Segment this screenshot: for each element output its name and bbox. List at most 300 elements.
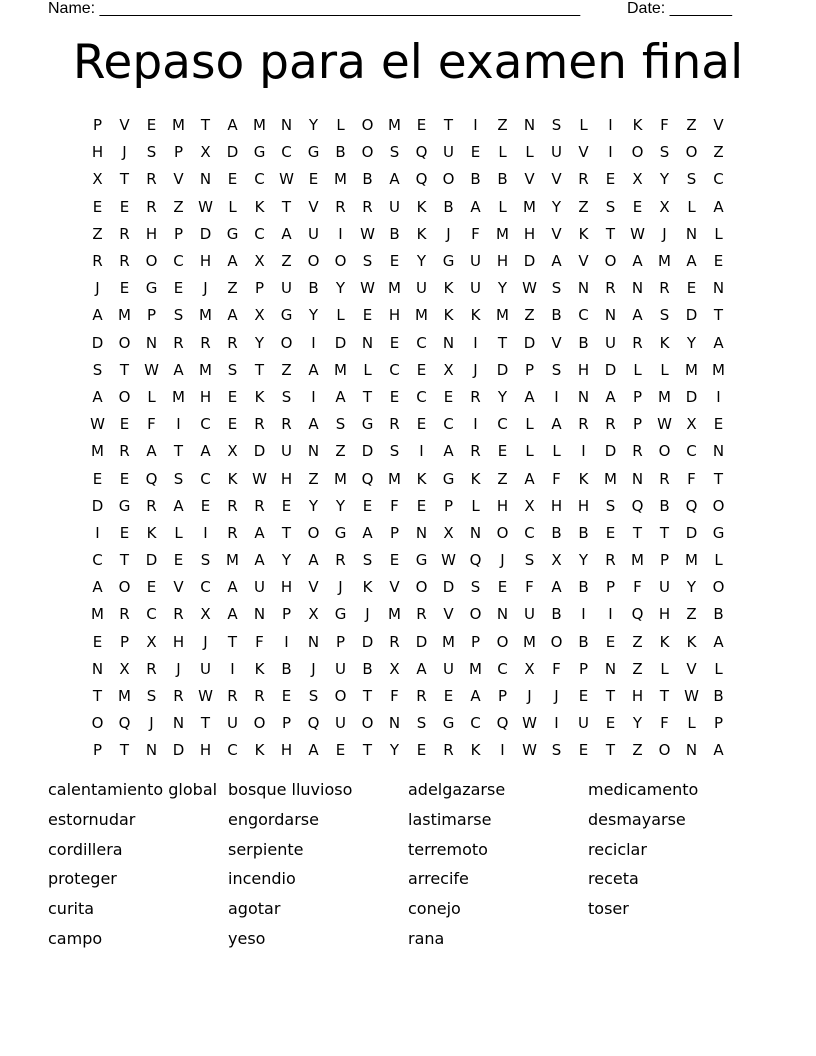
grid-cell: K	[659, 632, 670, 651]
grid-cell: N	[469, 523, 482, 542]
grid-cell: E	[686, 279, 697, 298]
grid-cell: D	[145, 551, 158, 570]
grid-cell: E	[389, 333, 400, 352]
grid-cell: L	[336, 306, 345, 325]
grid-cell: E	[362, 496, 373, 515]
word-item: reciclar	[588, 839, 647, 859]
grid-cell: C	[416, 387, 427, 406]
grid-cell: L	[714, 551, 723, 570]
grid-cell: B	[551, 605, 562, 624]
grid-row	[84, 493, 732, 520]
grid-cell: C	[200, 578, 211, 597]
grid-cell: H	[280, 741, 293, 760]
grid-cell: D	[361, 442, 374, 461]
grid-cell: E	[443, 687, 454, 706]
name-field[interactable]: Name: ______________________________________________________	[48, 0, 581, 17]
grid-cell: O	[253, 714, 266, 733]
grid-cell: J	[554, 687, 559, 706]
grid-cell: E	[497, 442, 508, 461]
grid-cell: R	[227, 523, 238, 542]
header-line	[48, 0, 748, 20]
grid-cell: X	[254, 252, 265, 271]
grid-cell: B	[551, 523, 562, 542]
grid-cell: N	[145, 741, 158, 760]
grid-cell: Q	[631, 605, 644, 624]
grid-cell: C	[389, 360, 400, 379]
grid-row	[84, 221, 732, 248]
grid-cell: D	[523, 252, 536, 271]
grid-cell: B	[497, 170, 508, 189]
grid-cell: D	[226, 143, 239, 162]
grid-cell: M	[118, 306, 131, 325]
grid-cell: V	[173, 170, 184, 189]
grid-cell: M	[172, 116, 185, 135]
grid-cell: M	[91, 442, 104, 461]
word-item: terremoto	[408, 839, 488, 859]
grid-cell: S	[92, 360, 103, 379]
grid-cell: H	[496, 252, 509, 271]
grid-cell: N	[685, 741, 698, 760]
grid-cell: R	[362, 197, 373, 216]
grid-cell: R	[119, 442, 130, 461]
grid-cell: T	[281, 197, 292, 216]
grid-cell: S	[146, 143, 157, 162]
grid-cell: W	[360, 224, 375, 243]
grid-cell: K	[254, 387, 265, 406]
grid-cell: X	[200, 605, 211, 624]
grid-cell: T	[362, 687, 373, 706]
grid-cell: R	[335, 551, 346, 570]
word-item: conejo	[408, 899, 461, 919]
grid-cell: I	[473, 415, 478, 434]
grid-cell: V	[686, 659, 697, 678]
grid-cell: H	[199, 387, 212, 406]
grid-cell: S	[659, 306, 670, 325]
grid-cell: E	[173, 279, 184, 298]
grid-cell: S	[173, 306, 184, 325]
grid-cell: D	[361, 632, 374, 651]
grid-cell: Y	[281, 551, 292, 570]
grid-cell: S	[335, 415, 346, 434]
grid-cell: H	[91, 143, 104, 162]
grid-cell: I	[581, 442, 586, 461]
grid-cell: Q	[361, 469, 374, 488]
grid-cell: G	[145, 279, 158, 298]
grid-cell: E	[119, 197, 130, 216]
grid-cell: Y	[686, 578, 697, 597]
grid-cell: A	[92, 578, 103, 597]
grid-cell: E	[416, 415, 427, 434]
grid-cell: P	[443, 496, 454, 515]
grid-cell: B	[578, 333, 589, 352]
grid-cell: C	[416, 333, 427, 352]
grid-cell: A	[173, 496, 184, 515]
grid-cell: E	[443, 387, 454, 406]
grid-cell: A	[92, 306, 103, 325]
grid-cell: T	[173, 442, 184, 461]
grid-cell: F	[660, 116, 669, 135]
grid-cell: A	[227, 578, 238, 597]
grid-cell: N	[604, 306, 617, 325]
grid-cell: E	[119, 415, 130, 434]
grid-cell: S	[281, 387, 292, 406]
word-search-grid	[84, 112, 732, 765]
grid-row	[84, 547, 732, 574]
word-item: bosque lluvioso	[228, 780, 353, 799]
grid-row	[84, 384, 732, 411]
grid-cell: Z	[227, 279, 238, 298]
grid-cell: A	[416, 659, 427, 678]
grid-cell: E	[119, 279, 130, 298]
grid-cell: O	[361, 143, 374, 162]
grid-cell: M	[523, 632, 536, 651]
grid-cell: R	[227, 333, 238, 352]
word-item: medicamento	[588, 780, 699, 799]
grid-cell: E	[92, 197, 103, 216]
grid-cell: W	[198, 197, 213, 216]
grid-row	[84, 710, 732, 737]
grid-cell: R	[605, 415, 616, 434]
grid-cell: S	[146, 687, 157, 706]
grid-cell: C	[254, 224, 265, 243]
grid-cell: M	[226, 551, 239, 570]
grid-cell: O	[469, 605, 482, 624]
grid-cell: A	[443, 442, 454, 461]
grid-cell: R	[254, 496, 265, 515]
grid-cell: J	[122, 143, 127, 162]
grid-cell: M	[388, 605, 401, 624]
grid-cell: K	[146, 523, 157, 542]
grid-cell: K	[254, 659, 265, 678]
grid-cell: S	[173, 469, 184, 488]
grid-cell: K	[254, 741, 265, 760]
grid-cell: Z	[308, 469, 319, 488]
grid-cell: A	[713, 632, 724, 651]
grid-cell: A	[308, 741, 319, 760]
grid-cell: A	[173, 360, 184, 379]
grid-cell: Y	[308, 496, 319, 515]
grid-cell: R	[632, 442, 643, 461]
grid-cell: F	[390, 687, 399, 706]
grid-cell: D	[685, 523, 698, 542]
grid-cell: H	[280, 469, 293, 488]
grid-cell: Q	[469, 551, 482, 570]
grid-cell: M	[253, 116, 266, 135]
grid-cell: T	[659, 523, 670, 542]
grid-cell: R	[227, 496, 238, 515]
grid-cell: L	[579, 116, 588, 135]
grid-cell: H	[145, 224, 158, 243]
grid-cell: Q	[415, 170, 428, 189]
grid-row	[84, 737, 732, 764]
grid-cell: X	[659, 197, 670, 216]
grid-cell: T	[119, 170, 130, 189]
grid-cell: V	[551, 224, 562, 243]
grid-cell: B	[362, 659, 373, 678]
grid-cell: R	[605, 279, 616, 298]
grid-cell: U	[443, 143, 454, 162]
grid-cell: U	[200, 659, 211, 678]
grid-cell: V	[119, 116, 130, 135]
grid-cell: D	[496, 360, 509, 379]
grid-cell: Z	[281, 360, 292, 379]
grid-cell: E	[605, 632, 616, 651]
grid-cell: O	[604, 252, 617, 271]
grid-cell: E	[416, 496, 427, 515]
grid-cell: R	[578, 415, 589, 434]
grid-cell: T	[659, 687, 670, 706]
grid-cell: X	[227, 442, 238, 461]
grid-cell: C	[443, 415, 454, 434]
grid-cell: B	[470, 170, 481, 189]
grid-cell: H	[658, 605, 671, 624]
grid-cell: P	[578, 659, 589, 678]
grid-cell: T	[605, 741, 616, 760]
grid-cell: C	[524, 523, 535, 542]
grid-cell: S	[362, 252, 373, 271]
grid-cell: I	[473, 116, 478, 135]
word-item: estornudar	[48, 809, 136, 829]
grid-cell: O	[712, 578, 725, 597]
grid-cell: L	[687, 197, 696, 216]
grid-cell: J	[527, 687, 532, 706]
grid-cell: O	[334, 252, 347, 271]
grid-cell: T	[254, 360, 265, 379]
grid-cell: H	[577, 496, 590, 515]
grid-cell: D	[523, 333, 536, 352]
grid-cell: Z	[173, 197, 184, 216]
grid-cell: Z	[686, 116, 697, 135]
grid-cell: I	[311, 387, 316, 406]
grid-cell: O	[685, 143, 698, 162]
grid-cell: K	[632, 116, 643, 135]
grid-cell: W	[198, 687, 213, 706]
grid-cell: G	[442, 469, 455, 488]
grid-cell: H	[550, 496, 563, 515]
grid-cell: H	[631, 687, 644, 706]
grid-cell: G	[118, 496, 131, 515]
grid-cell: A	[389, 170, 400, 189]
grid-cell: F	[390, 496, 399, 515]
grid-cell: L	[552, 442, 561, 461]
word-item: campo	[48, 928, 103, 948]
grid-cell: A	[632, 252, 643, 271]
grid-cell: P	[92, 116, 103, 135]
grid-cell: O	[145, 252, 158, 271]
grid-cell: L	[525, 143, 534, 162]
grid-cell: N	[631, 469, 644, 488]
word-item: receta	[588, 869, 639, 889]
grid-cell: V	[578, 143, 589, 162]
grid-cell: E	[389, 252, 400, 271]
grid-cell: H	[388, 306, 401, 325]
grid-cell: G	[361, 415, 374, 434]
grid-cell: K	[254, 197, 265, 216]
grid-cell: K	[416, 224, 427, 243]
grid-cell: P	[497, 687, 508, 706]
grid-row	[84, 629, 732, 656]
word-item: incendio	[228, 869, 296, 889]
grid-cell: T	[200, 116, 211, 135]
word-item: cordillera	[48, 839, 123, 859]
grid-cell: P	[281, 605, 292, 624]
word-item: arrecife	[408, 869, 469, 889]
grid-cell: U	[281, 279, 292, 298]
grid-cell: M	[496, 224, 509, 243]
grid-cell: R	[659, 469, 670, 488]
grid-cell: X	[119, 659, 130, 678]
grid-cell: T	[443, 116, 454, 135]
word-item: curita	[48, 899, 95, 919]
grid-cell: R	[200, 333, 211, 352]
grid-row	[84, 112, 732, 139]
grid-row	[84, 438, 732, 465]
grid-cell: I	[608, 116, 613, 135]
grid-row	[84, 194, 732, 221]
grid-cell: W	[522, 279, 537, 298]
grid-cell: Y	[632, 714, 643, 733]
grid-cell: C	[92, 551, 103, 570]
grid-cell: E	[470, 143, 481, 162]
grid-cell: S	[362, 551, 373, 570]
grid-cell: A	[605, 387, 616, 406]
grid-cell: N	[496, 605, 509, 624]
grid-cell: R	[146, 496, 157, 515]
grid-cell: R	[119, 252, 130, 271]
grid-cell: C	[686, 442, 697, 461]
grid-cell: E	[605, 714, 616, 733]
grid-cell: J	[149, 714, 154, 733]
grid-cell: O	[496, 523, 509, 542]
grid-cell: A	[335, 387, 346, 406]
grid-cell: N	[199, 170, 212, 189]
grid-cell: O	[550, 632, 563, 651]
grid-cell: I	[203, 523, 208, 542]
grid-cell: Y	[686, 333, 697, 352]
grid-cell: N	[280, 116, 293, 135]
grid-cell: C	[173, 252, 184, 271]
grid-cell: M	[685, 551, 698, 570]
grid-cell: Z	[524, 306, 535, 325]
grid-cell: J	[203, 632, 208, 651]
grid-cell: K	[578, 469, 589, 488]
grid-cell: E	[497, 578, 508, 597]
grid-cell: K	[416, 469, 427, 488]
grid-cell: U	[659, 578, 670, 597]
grid-cell: X	[524, 496, 535, 515]
grid-cell: E	[281, 496, 292, 515]
grid-cell: R	[605, 551, 616, 570]
grid-cell: M	[658, 252, 671, 271]
grid-row	[84, 656, 732, 683]
grid-cell: E	[335, 741, 346, 760]
grid-cell: V	[308, 197, 319, 216]
word-item: proteger	[48, 869, 117, 889]
grid-cell: K	[227, 469, 238, 488]
grid-cell: E	[227, 170, 238, 189]
grid-cell: A	[254, 523, 265, 542]
grid-cell: D	[253, 442, 266, 461]
grid-cell: N	[712, 279, 725, 298]
grid-cell: J	[662, 224, 667, 243]
grid-cell: O	[712, 496, 725, 515]
grid-cell: B	[281, 659, 292, 678]
grid-row	[84, 683, 732, 710]
grid-cell: J	[311, 659, 316, 678]
grid-cell: T	[497, 333, 508, 352]
grid-cell: M	[658, 387, 671, 406]
grid-cell: G	[280, 306, 293, 325]
grid-cell: S	[551, 360, 562, 379]
grid-cell: E	[119, 523, 130, 542]
grid-cell: I	[284, 632, 289, 651]
grid-cell: E	[146, 116, 157, 135]
grid-cell: E	[416, 741, 427, 760]
grid-cell: L	[147, 387, 156, 406]
grid-cell: C	[146, 605, 157, 624]
grid-cell: N	[91, 659, 104, 678]
grid-cell: G	[253, 143, 266, 162]
grid-cell: H	[199, 741, 212, 760]
date-field[interactable]: Date: _______	[627, 0, 732, 17]
grid-cell: S	[470, 578, 481, 597]
grid-cell: V	[389, 578, 400, 597]
grid-cell: R	[416, 605, 427, 624]
grid-cell: U	[254, 578, 265, 597]
grid-cell: E	[389, 387, 400, 406]
grid-cell: V	[308, 578, 319, 597]
grid-cell: L	[471, 496, 480, 515]
grid-cell: P	[173, 143, 184, 162]
grid-cell: R	[254, 687, 265, 706]
grid-cell: E	[605, 523, 616, 542]
grid-cell: A	[713, 333, 724, 352]
grid-cell: A	[227, 116, 238, 135]
grid-cell: K	[470, 741, 481, 760]
grid-cell: X	[200, 143, 211, 162]
grid-cell: H	[199, 252, 212, 271]
grid-cell: W	[252, 469, 267, 488]
grid-cell: R	[146, 659, 157, 678]
grid-cell: D	[334, 333, 347, 352]
grid-cell: F	[255, 632, 264, 651]
grid-cell: O	[280, 333, 293, 352]
grid-cell: T	[605, 687, 616, 706]
grid-cell: W	[279, 170, 294, 189]
grid-cell: I	[338, 224, 343, 243]
word-item: adelgazarse	[408, 780, 506, 799]
grid-cell: J	[365, 605, 370, 624]
grid-cell: U	[443, 659, 454, 678]
grid-cell: O	[361, 116, 374, 135]
grid-cell: E	[389, 551, 400, 570]
grid-cell: A	[200, 442, 211, 461]
grid-cell: B	[308, 279, 319, 298]
grid-cell: F	[471, 224, 480, 243]
grid-cell: X	[524, 659, 535, 678]
grid-cell: T	[362, 387, 373, 406]
grid-cell: I	[581, 605, 586, 624]
grid-cell: V	[443, 605, 454, 624]
grid-cell: M	[442, 632, 455, 651]
grid-cell: B	[713, 605, 724, 624]
grid-cell: K	[686, 632, 697, 651]
grid-cell: X	[146, 632, 157, 651]
grid-cell: L	[498, 197, 507, 216]
grid-cell: E	[362, 306, 373, 325]
grid-cell: F	[660, 714, 669, 733]
grid-cell: O	[415, 578, 428, 597]
